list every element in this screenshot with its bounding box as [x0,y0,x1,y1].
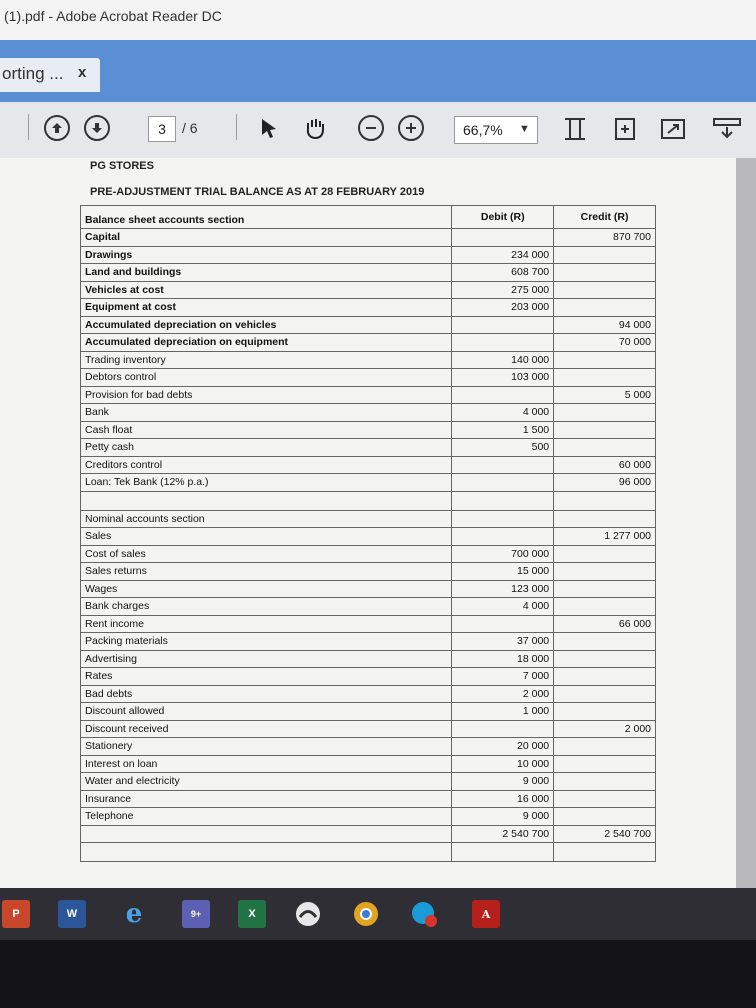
credit-value [554,703,656,721]
window-titlebar [0,0,756,41]
tab-bar [0,40,756,102]
table-row [81,720,656,738]
read-mode-icon[interactable] [710,116,744,142]
rotate-view-icon[interactable] [610,114,640,144]
table-row [81,299,656,317]
hand-tool-icon[interactable] [300,113,330,143]
credit-value [554,421,656,439]
debit-value: 20 000 [452,738,554,756]
debit-value: 2 000 [452,685,554,703]
credit-value: 5 000 [554,386,656,404]
debit-value: 4 000 [452,598,554,616]
account-name: Creditors control [81,456,452,474]
credit-value: 66 000 [554,615,656,633]
table-row [81,685,656,703]
totals-row [81,825,656,843]
credit-value: 70 000 [554,334,656,352]
debit-value: 608 700 [452,264,554,282]
powerpoint-icon[interactable]: P [2,900,30,928]
account-name: Stationery [81,738,452,756]
table-row [81,439,656,457]
previous-page-icon[interactable] [44,115,70,141]
page-count: / 6 [182,120,198,136]
totals-label-cell [81,825,452,843]
debit-value: 15 000 [452,563,554,581]
zoom-in-icon[interactable] [398,115,424,141]
debit-value: 37 000 [452,633,554,651]
skype-icon[interactable] [410,900,438,928]
section-nominal-header: Nominal accounts section [81,510,452,528]
chrome-icon[interactable] [352,900,380,928]
credit-value [554,281,656,299]
table-row [81,456,656,474]
account-name: Water and electricity [81,773,452,791]
credit-value [554,668,656,686]
credit-value [554,563,656,581]
credit-value [554,808,656,826]
table-row [81,351,656,369]
credit-value: 2 000 [554,720,656,738]
account-name: Insurance [81,790,452,808]
window-title: (1).pdf - Adobe Acrobat Reader DC [4,8,222,24]
account-name: Trading inventory [81,351,452,369]
credit-value [554,351,656,369]
credit-header: Credit (R) [554,206,656,229]
table-row [81,316,656,334]
table-row [81,386,656,404]
table-row [81,580,656,598]
debit-value [452,615,554,633]
account-name: Rent income [81,615,452,633]
table-row [81,738,656,756]
select-cursor-icon[interactable] [258,114,280,142]
debit-header: Debit (R) [452,206,554,229]
debit-value: 16 000 [452,790,554,808]
account-name: Land and buildings [81,264,452,282]
credit-value [554,773,656,791]
credit-value [554,404,656,422]
debit-value: 18 000 [452,650,554,668]
debit-value: 10 000 [452,755,554,773]
credit-value [554,264,656,282]
table-row [81,474,656,492]
account-name: Bank charges [81,598,452,616]
section-balance-header: Balance sheet accounts section [81,206,452,229]
table-spacer-row [81,491,656,510]
account-name: Accumulated depreciation on equipment [81,334,452,352]
zoom-value: 66,7% [463,122,503,138]
credit-value: 60 000 [554,456,656,474]
table-row [81,650,656,668]
credit-value: 1 277 000 [554,528,656,546]
account-name: Telephone [81,808,452,826]
debit-value [452,334,554,352]
debit-value [452,491,554,510]
account-name: Bank [81,404,452,422]
account-name: Cash float [81,421,452,439]
acrobat-icon[interactable]: A [472,900,500,928]
credit-value [554,738,656,756]
debit-value [452,386,554,404]
debit-value: 500 [452,439,554,457]
zoom-out-icon[interactable] [358,115,384,141]
credit-value [554,246,656,264]
tab-document[interactable] [0,58,100,92]
credit-value [554,439,656,457]
table-row [81,668,656,686]
camera-app-icon[interactable] [294,900,322,928]
chevron-down-icon: ▼ [519,123,530,135]
screen-bezel [0,940,756,1008]
table-row [81,598,656,616]
empty-cell [554,510,656,528]
debit-value: 1 000 [452,703,554,721]
account-name: Loan: Tek Bank (12% p.a.) [81,474,452,492]
table-row [81,246,656,264]
table-row [81,545,656,563]
trial-balance-heading: PRE-ADJUSTMENT TRIAL BALANCE AS AT 28 FEBRUARY 2019 [90,186,425,198]
account-name: Debtors control [81,369,452,387]
table-row [81,790,656,808]
debit-value: 275 000 [452,281,554,299]
next-page-icon[interactable] [84,115,110,141]
credit-value: 870 700 [554,229,656,247]
account-name: Discount allowed [81,703,452,721]
account-name: Advertising [81,650,452,668]
table-row [81,404,656,422]
debit-value: 1 500 [452,421,554,439]
debit-value: 7 000 [452,668,554,686]
table-row [81,334,656,352]
table-header-row [81,206,656,229]
debit-value [452,316,554,334]
debit-value [452,528,554,546]
table-row [81,703,656,721]
debit-value: 4 000 [452,404,554,422]
account-name [81,843,452,862]
account-name: Sales [81,528,452,546]
debit-value: 234 000 [452,246,554,264]
account-name: Vehicles at cost [81,281,452,299]
credit-value [554,685,656,703]
table-row [81,755,656,773]
credit-value [554,755,656,773]
table-row [81,229,656,247]
credit-value [554,545,656,563]
account-name: Equipment at cost [81,299,452,317]
debit-value: 9 000 [452,773,554,791]
excel-icon[interactable]: X [238,900,266,928]
tab-label: orting ... [2,64,64,83]
zoom-select[interactable] [454,116,538,144]
debit-value: 123 000 [452,580,554,598]
account-name: Accumulated depreciation on vehicles [81,316,452,334]
debit-value [452,843,554,862]
account-name: Provision for bad debts [81,386,452,404]
account-name: Cost of sales [81,545,452,563]
credit-value [554,580,656,598]
page-number-input[interactable]: 3 [148,116,176,142]
credit-value [554,369,656,387]
credit-value [554,843,656,862]
taskbar [0,888,756,940]
account-name: Sales returns [81,563,452,581]
account-name: Drawings [81,246,452,264]
tab-close-icon[interactable]: x [78,64,87,81]
credit-value: 96 000 [554,474,656,492]
account-name: Capital [81,229,452,247]
table-spacer-row [81,843,656,862]
debit-value [452,474,554,492]
section-nominal-row [81,510,656,528]
debit-value [452,720,554,738]
table-row [81,281,656,299]
fit-page-icon[interactable] [560,114,590,144]
word-icon[interactable]: W [58,900,86,928]
account-name: Petty cash [81,439,452,457]
account-name: Discount received [81,720,452,738]
table-row [81,615,656,633]
total-debit: 2 540 700 [452,825,554,843]
table-row [81,264,656,282]
credit-value [554,598,656,616]
debit-value: 203 000 [452,299,554,317]
full-screen-icon[interactable] [658,116,688,142]
credit-value [554,650,656,668]
credit-value [554,491,656,510]
debit-value: 103 000 [452,369,554,387]
debit-value: 9 000 [452,808,554,826]
debit-value [452,456,554,474]
debit-value: 700 000 [452,545,554,563]
account-name: Interest on loan [81,755,452,773]
account-name: Rates [81,668,452,686]
toolbar-separator [28,114,29,140]
account-name: Packing materials [81,633,452,651]
account-name: Wages [81,580,452,598]
account-name [81,491,452,510]
edge-icon[interactable]: e [125,899,143,929]
teams-icon[interactable]: 9+ [182,900,210,928]
table-row [81,421,656,439]
credit-value: 94 000 [554,316,656,334]
table-row [81,563,656,581]
credit-value [554,633,656,651]
toolbar-separator [236,114,237,140]
empty-cell [452,510,554,528]
debit-value: 140 000 [452,351,554,369]
table-row [81,773,656,791]
table-row [81,633,656,651]
account-name: Bad debts [81,685,452,703]
table-row [81,808,656,826]
table-row [81,528,656,546]
trial-balance-table [80,205,656,862]
credit-value [554,790,656,808]
credit-value [554,299,656,317]
company-name: PG STORES [90,160,154,172]
debit-value [452,229,554,247]
table-row [81,369,656,387]
total-credit: 2 540 700 [554,825,656,843]
